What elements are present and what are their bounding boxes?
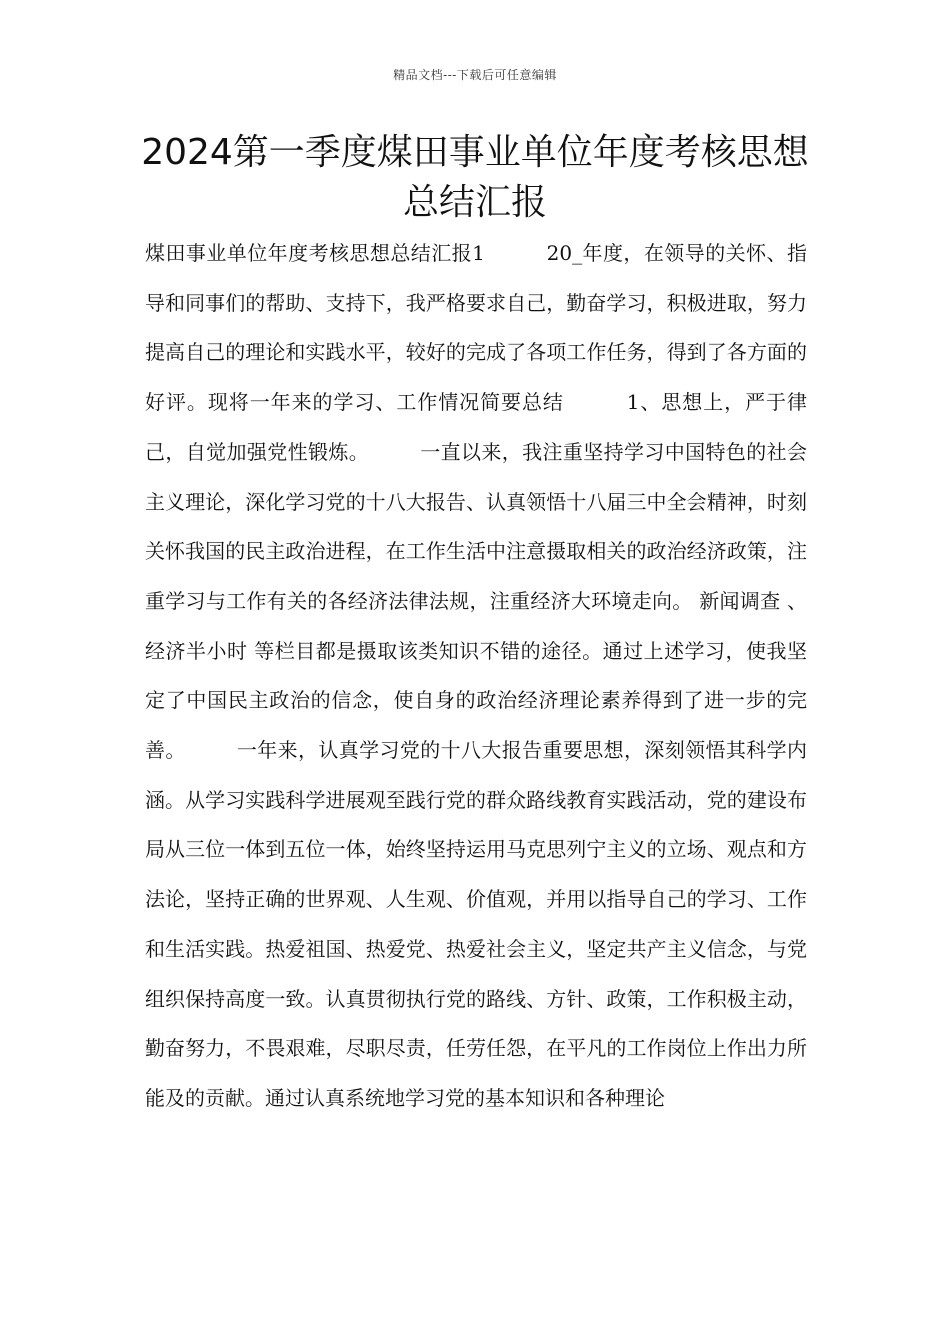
- document-body: 煤田事业单位年度考核思想总结汇报1 20_年度，在领导的关怀、指导和同事们的帮助、支持下，我严格要求自己，勤奋学习，积极进取，努力提高自己的理论和实践水平，较好的完成了各项工作任务，得到了各方面的好评。现将一年来的学习、工作情况简要总结 1、思想上，严于律己，自觉加强党性锻炼。 一直以来，我注重坚持学习中国特色的社会主义理论，深化学习党的十八大报告、认真领悟十八届三中全会精神，时刻关怀我国的民主政治进程，在工作生活中注意摄取相关的政治经济政策，注重学习与工作有关的各经济法律法规，注重经济大环境走向。 新闻调查 、 经济半小时 等栏目都是摄取该类知识不错的途径。通过上述学习，使我坚定了中国民主政治的信念，使自身的政治经济理论素养得到了进一步的完善。 一年来，认真学习党的十八大报告重要思想，深刻领悟其科学内涵。从学习实践科学进展观至践行党的群众路线教育实践活动，党的建设布局从三位一体到五位一体，始终坚持运用马克思列宁主义的立场、观点和方法论，坚持正确的世界观、人生观、价值观，并用以指导自己的学习、工作和生活实践。热爱祖国、热爱党、热爱社会主义，坚定共产主义信念，与党组织保持高度一致。认真贯彻执行党的路线、方针、政策，工作积极主动，勤奋努力，不畏艰难，尽职尽责，任劳任怨，在平凡的工作岗位上作出力所能及的贡献。通过认真系统地学习党的基本知识和各种理论: [145, 241, 814, 1110]
- document-title: 2024第一季度煤田事业单位年度考核思想总结汇报: [141, 132, 809, 223]
- header-note: 精品文档---下载后可任意编辑: [393, 68, 557, 82]
